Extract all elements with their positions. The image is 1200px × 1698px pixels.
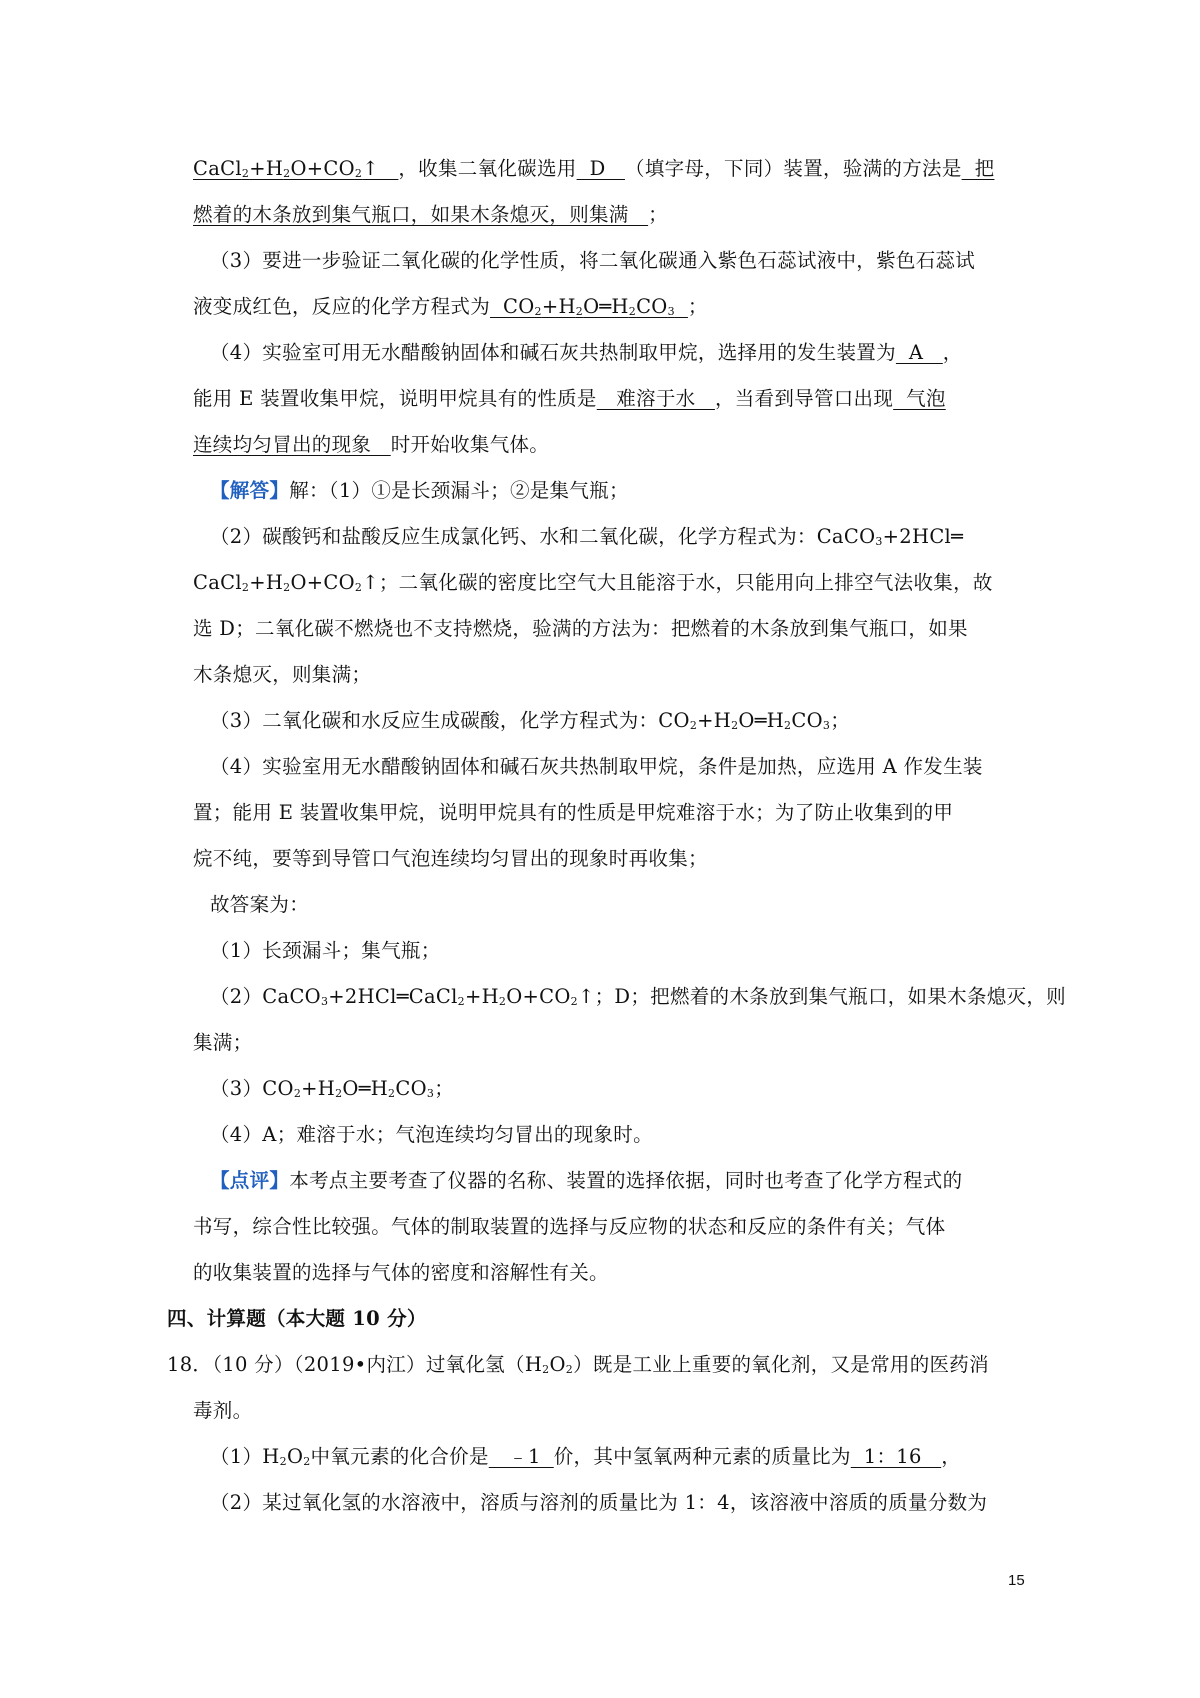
text-line: （2）碳酸钙和盐酸反应生成氯化钙、水和二氧化碳，化学方程式为：CaCO$_3$+2HCl═ — [210, 525, 964, 548]
text-line: （2）某过氧化氢的水溶液中，溶质与溶剂的质量比为 1：4，该溶液中溶质的质量分数为 — [210, 1491, 988, 1514]
text-line: （4）A；难溶于水；气泡连续均匀冒出的现象时。 — [210, 1123, 653, 1146]
text-line: （4）实验室可用无水醋酸钠固体和碱石灰共热制取甲烷，选择用的发生装置为 A ， — [210, 341, 963, 364]
text-line: （4）实验室用无水醋酸钠固体和碱石灰共热制取甲烷，条件是加热，应选用 A 作发生装 — [210, 755, 983, 778]
text-line: 燃着的木条放到集气瓶口，如果木条熄灭，则集满 ； — [193, 203, 668, 226]
text-line: 的收集装置的选择与气体的密度和溶解性有关。 — [193, 1261, 609, 1284]
text-line: $(3)CO_2+H_2O═H_2CO_3$； — [210, 1077, 454, 1100]
text-line: 集满； — [193, 1031, 253, 1054]
text-line: 烷不纯，要等到导管口气泡连续均匀冒出的现象时再收集； — [193, 847, 708, 870]
text-line: （1）长颈漏斗；集气瓶； — [210, 939, 441, 962]
text-line: 置；能用 E 装置收集甲烷，说明甲烷具有的性质是甲烷难溶于水；为了防止收集到的甲 — [193, 801, 954, 824]
text-line: 18．（10 分）（2019•内江）过氧化氢$(H_2O_2)$既是工业上重要的氧化剂，又是常用的医药消 — [167, 1353, 989, 1376]
text-line: 【点评】本考点主要考查了仪器的名称、装置的选择依据，同时也考查了化学方程式的 — [210, 1169, 963, 1192]
text-line: （3）要进一步验证二氧化碳的化学性质，将二氧化碳通入紫色石蕊试液中，紫色石蕊试 — [210, 249, 976, 272]
text-line: 毒剂。 — [193, 1399, 253, 1422]
text-line: $(2)CaCO_3+2HCl═CaCl_2+H_2O+CO_2↑$；D；把燃着的木条放到集气瓶口，如果木条熄灭，则 — [210, 985, 1066, 1008]
text-line: 连续均匀冒出的现象 时开始收集气体。 — [193, 433, 550, 456]
text-line: $CaCl_2+H_2O+CO_2↑$ ，收集二氧化碳选用 D （填字母，下同）装置，验满的方法是 把 — [193, 157, 995, 180]
text-line: 木条熄灭，则集满； — [193, 663, 372, 686]
text-line: $CaCl_2+H_2O+CO_2↑$；二氧化碳的密度比空气大且能溶于水，只能用向上排空气法收集，故 — [193, 571, 993, 594]
text-line: 故答案为： — [210, 893, 310, 916]
text-line: $(1)H_2O_2$中氧元素的化合价是 ﹣1 价，其中氢氧两种元素的质量比为 1：16 ， — [210, 1445, 961, 1468]
text-line: 选 D；二氧化碳不燃烧也不支持燃烧，验满的方法为：把燃着的木条放到集气瓶口，如果 — [193, 617, 968, 640]
text-line: 四、计算题（本大题 10 分） — [167, 1307, 427, 1330]
text-line: 液变成红色，反应的化学方程式为 $CO_2+H_2O═H_2CO_3$ ； — [193, 295, 708, 318]
page-number: 15 — [1008, 1572, 1025, 1589]
text-line: 能用 E 装置收集甲烷，说明甲烷具有的性质是 难溶于水 ，当看到导管口出现 气泡 — [193, 387, 946, 410]
text-line: 书写，综合性比较强。气体的制取装置的选择与反应物的状态和反应的条件有关；气体 — [193, 1215, 946, 1238]
text-line: （3）二氧化碳和水反应生成碳酸，化学方程式为：$CO_2+H_2O═H_2CO_3$； — [210, 709, 850, 732]
text-line: 【解答】解：（1）①是长颈漏斗；②是集气瓶； — [210, 479, 629, 502]
